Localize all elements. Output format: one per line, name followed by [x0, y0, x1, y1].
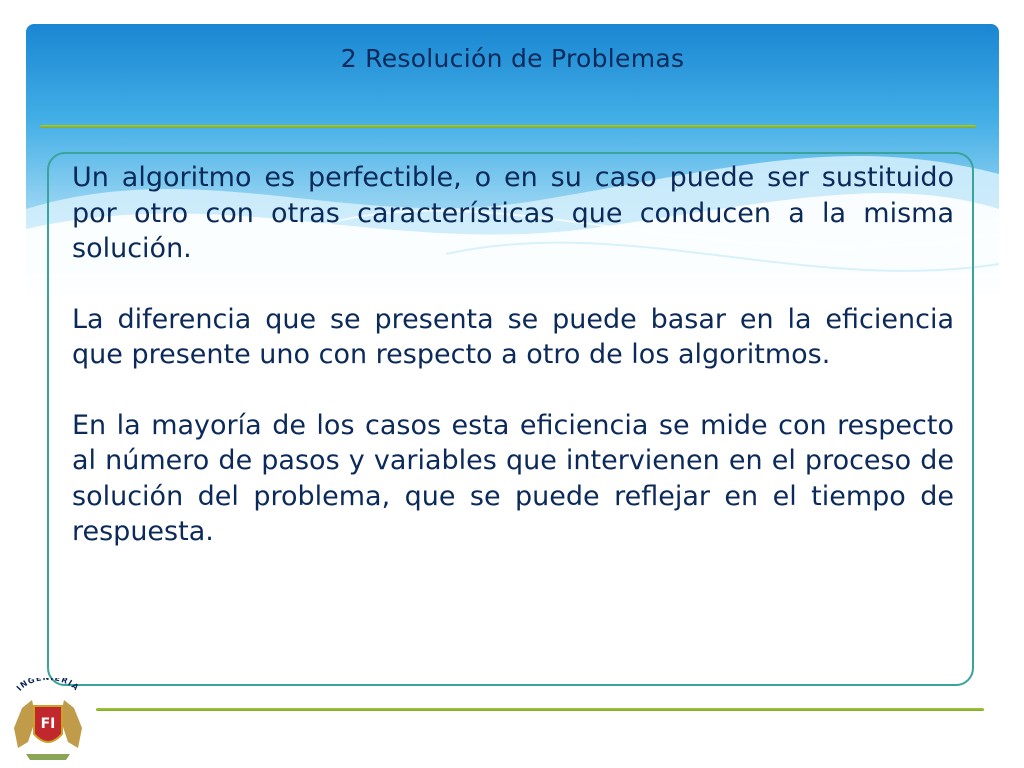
bottom-divider [96, 708, 984, 711]
paragraph-3: En la mayoría de los casos esta eficiencia se mide con respecto al número de pasos y variables que intervienen en el proceso de solución del problema, que se puede reflejar en el tiempo de respuesta. [72, 409, 954, 547]
ingenieria-logo [8, 678, 88, 764]
fi-crest-icon [8, 678, 88, 764]
slide-body [72, 160, 954, 585]
paragraph-2: La diferencia que se presenta se puede basar en la eficiencia que presente uno con respecto a otro de los algoritmos. [72, 303, 954, 370]
svg-text:INGENIERIA [15, 678, 81, 693]
logo-initials: FI [40, 716, 56, 732]
paragraph-1: Un algoritmo es perfectible, o en su caso puede ser sustituido por otro con otras características que conducen a la misma solución. [72, 162, 954, 264]
logo-text: INGE ERIA [14, 678, 81, 693]
slide-title: 2 Resolución de Problemas [340, 44, 685, 73]
top-divider [40, 125, 976, 128]
